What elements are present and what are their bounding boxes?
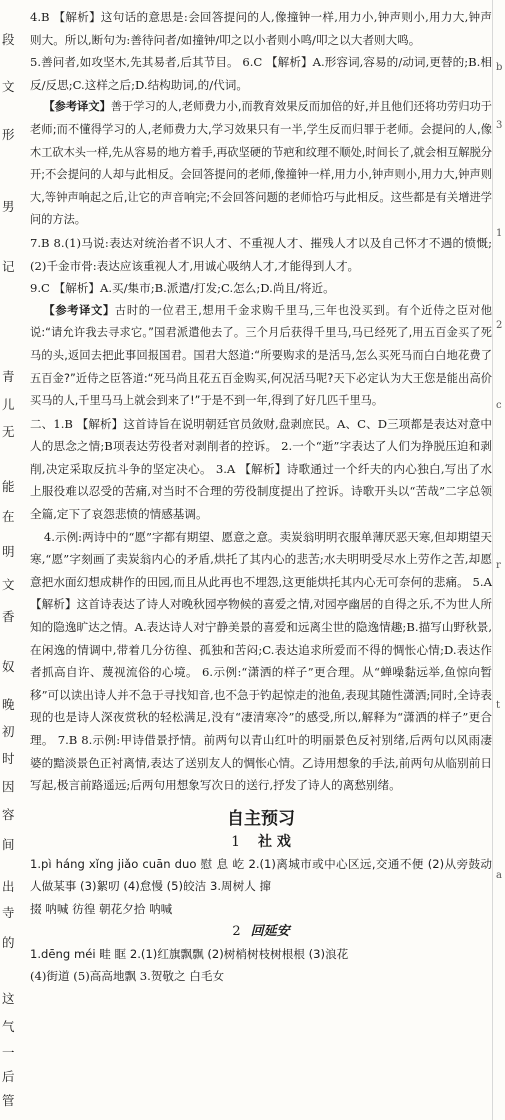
margin-char: 能 xyxy=(2,479,15,494)
margin-char: 3 xyxy=(496,120,503,131)
margin-char: c xyxy=(496,400,502,411)
lesson-title: 社 戏 xyxy=(258,833,291,850)
ref-label: 【参考译文】 xyxy=(43,100,111,114)
margin-char: 在 xyxy=(2,509,15,524)
margin-char: 的 xyxy=(2,935,15,950)
lesson-title: 回延安 xyxy=(250,923,290,939)
reference-translation-2: 【参考译文】古时的一位君王,想用千金求购千里马,三年也没买到。有个近侍之臣对他说:“请允许我去寻求它。”国君派遣他去了。三个月后获得千里马,马已经死了,用五百金买了死马的头,返回去把此事回报国君。国君大怒道:“所要购求的是活马,怎么买死马而白白地花费了五百金?”近侍之臣答道:“死马尚且花五百金购买,何况活马呢?天下必定认为大王您是能出高价买马的人,千里马马上就会到来了!”于是不到一年,得到了好几匹千里马。 xyxy=(30,303,492,408)
margin-char: 间 xyxy=(2,837,15,852)
margin-char: 文 xyxy=(2,577,15,592)
lesson-2-answers: 1.dēng méi 畦 眶 2.(1)红旗飘飘 (2)树梢树枝树根根 (3)浪花 xyxy=(30,946,349,961)
section-2-answers: 二、1.B 【解析】这首诗旨在说明朝廷官员敛财,盘剥庶民。A、C、D三项都是表达对意中人的思念之情;B项表达劳役者对剥削者的控诉。 2.一个“逝”字表达了人们为挣脱压迫和剥削,决定采取反抗斗争的坚定决心。 3.A 【解析】诗歌通过一个纤夫的内心独白,写出了水上服役难以忍受的苦痛,对当时不合理的劳役制度提出了控诉。诗歌开头以“苦哉”二字总领全篇,定下了哀怨悲愤的情感基调。 xyxy=(30,416,492,522)
section-title: 自主预习 xyxy=(227,808,295,829)
margin-char: 出 xyxy=(2,879,15,894)
answer-4: 4.B 【解析】这句话的意思是:会回答提问的人,像撞钟一样,用力小,钟声则小,用力大,钟声则大。所以,断句为:善待问者/如撞钟/叩之以小者则小鸣/叩之以大者则大鸣。 xyxy=(30,10,492,47)
margin-char: 初 xyxy=(2,724,15,739)
lesson-2-answers-cont: (4)街道 (5)高高地飘 3.贺敬之 白毛女 xyxy=(30,969,225,984)
margin-char: 一 xyxy=(2,1045,15,1060)
margin-char: 2 xyxy=(496,320,503,331)
reference-translation-1: 【参考译文】善于学习的人,老师费力小,而教育效果反而加倍的好,并且他们还将功劳归功于老师;而不懂得学习的人,老师费力大,学习效果只有一半,学生反而归罪于老师。会提问的人,像木工砍木头一样,先从容易的地方着手,再砍坚硬的节疤和纹理不顺处,时间长了,就会相互解脱分开;不会提问的人却与此相反。会回答提问的老师,像撞钟一样,用力小,钟声则小,用力大,钟声则大,等钟声响起之后,让它的声音响完;不会回答问题的老师恰巧与此相反。这些都是有关增进学问的方法。 xyxy=(30,100,492,227)
left-margin-strip xyxy=(0,0,22,1120)
section-2-answer-4-8: 4.示例:两诗中的“愿”字都有期望、愿意之意。卖炭翁明明衣服单薄厌恶天寒,但却期望天寒,“愿”字刻画了卖炭翁内心的矛盾,烘托了其内心的悲苦;水夫明明受尽水上劳作之苦,却愿意把水面幻想成耕作的田园,而且从此再也不埋怨,这更能烘托其内心无可奈何的悲痛。 5.A 【解析】这首诗表达了诗人对晚秋园亭物候的喜爱之情,对园亭幽居的自得之乐,不为世人所知的隐逸旷达之情。A.表达诗人对宁静美景的喜爱和远离尘世的隐逸情趣;B.描写山野秋景,在闲逸的情调中,带着几分彷徨、孤独和苦闷;C.表达追求所爱而不得的惆怅心情;D.表达作者抓高自许、蔑视流俗的心境。 6.示例:“潇洒的样子”更合理。从“蝉噪黏远举,鱼惊向暂移”可以读出诗人并不急于寻找知音,也不急于钓起惊走的池鱼,表现其随性潇洒;同时,全诗表现的也是诗人深夜赏秋的轻松满足,没有“凄清寒冷”的感受,所以,解释为“潇洒的样子”更合理。 7.B 8.示例:甲诗借景抒情。前两句以青山红叶的明丽景色反衬别绪,后两句以风雨凄婆的黯淡景色正衬离情,表达了送别友人的惆怅心情。乙诗用想象的手法,前两句从临别前日写起,极言前路遥远;后两句用想象写次日的送行,抒发了诗人的离愁别绪。 xyxy=(30,529,492,793)
margin-char: 青 xyxy=(2,369,15,384)
ref-label: 【参考译文】 xyxy=(43,303,115,317)
margin-char: 管 xyxy=(2,1093,15,1108)
margin-char: 容 xyxy=(2,807,15,822)
lesson-number: 2 xyxy=(232,923,241,939)
lesson-2-heading xyxy=(30,921,492,943)
answer-7-8: 7.B 8.(1)马说:表达对统治者不识人才、不重视人才、摧残人才以及自己怀才不遇的愤慨;(2)千金市骨:表达应该重视人才,用诚心吸纳人才,才能得到人才。 xyxy=(30,235,492,273)
lesson-1-answers: 1.pì háng xǐng jiǎo cuān duo 慰 息 屹 2.(1)离城市或中心区远,交通不便 (2)从旁鼓动人做某事 (3)絮叨 (4)怠慢 (5)皎洁 3.周树人 撺 xyxy=(30,856,492,894)
margin-char: 儿 xyxy=(2,397,15,412)
margin-char: 时 xyxy=(2,751,15,766)
margin-char: r xyxy=(496,560,501,571)
margin-char: 男 xyxy=(2,199,15,214)
margin-char: 文 xyxy=(2,79,15,94)
margin-char: a xyxy=(496,870,502,881)
margin-char: 寺 xyxy=(2,905,15,920)
margin-char: 无 xyxy=(2,424,15,439)
margin-char: 晚 xyxy=(2,697,15,712)
margin-char: 1 xyxy=(496,228,503,239)
answer-5-6: 5.善问者,如攻坚木,先其易者,后其节目。 6.C 【解析】A.形容词,容易的/动词,更替的;B.相反/反思;C.这样之后;D.结构助词,的/代词。 xyxy=(30,55,492,92)
margin-char: 气 xyxy=(2,1019,15,1034)
lesson-1-heading xyxy=(30,831,492,853)
right-margin-strip xyxy=(492,0,505,1120)
margin-char: 明 xyxy=(2,544,15,559)
margin-char: 奴 xyxy=(2,659,15,674)
answer-9: 9.C 【解析】A.买/集市;B.派遣/打发;C.怎么;D.尚且/将近。 xyxy=(30,281,335,296)
margin-char: 形 xyxy=(2,127,15,142)
margin-char: b xyxy=(496,62,503,73)
margin-char: 这 xyxy=(2,991,15,1006)
margin-char: 后 xyxy=(2,1069,15,1084)
margin-char: t xyxy=(496,700,501,711)
margin-char: 段 xyxy=(2,32,15,47)
margin-char: 因 xyxy=(2,779,15,794)
answer-page xyxy=(30,6,492,988)
lesson-number: 1 xyxy=(231,833,241,850)
margin-char: 记 xyxy=(2,259,15,274)
margin-char: 香 xyxy=(2,609,15,624)
lesson-1-answers-cont: 掇 呐喊 彷徨 朝花夕拾 呐喊 xyxy=(30,901,173,916)
